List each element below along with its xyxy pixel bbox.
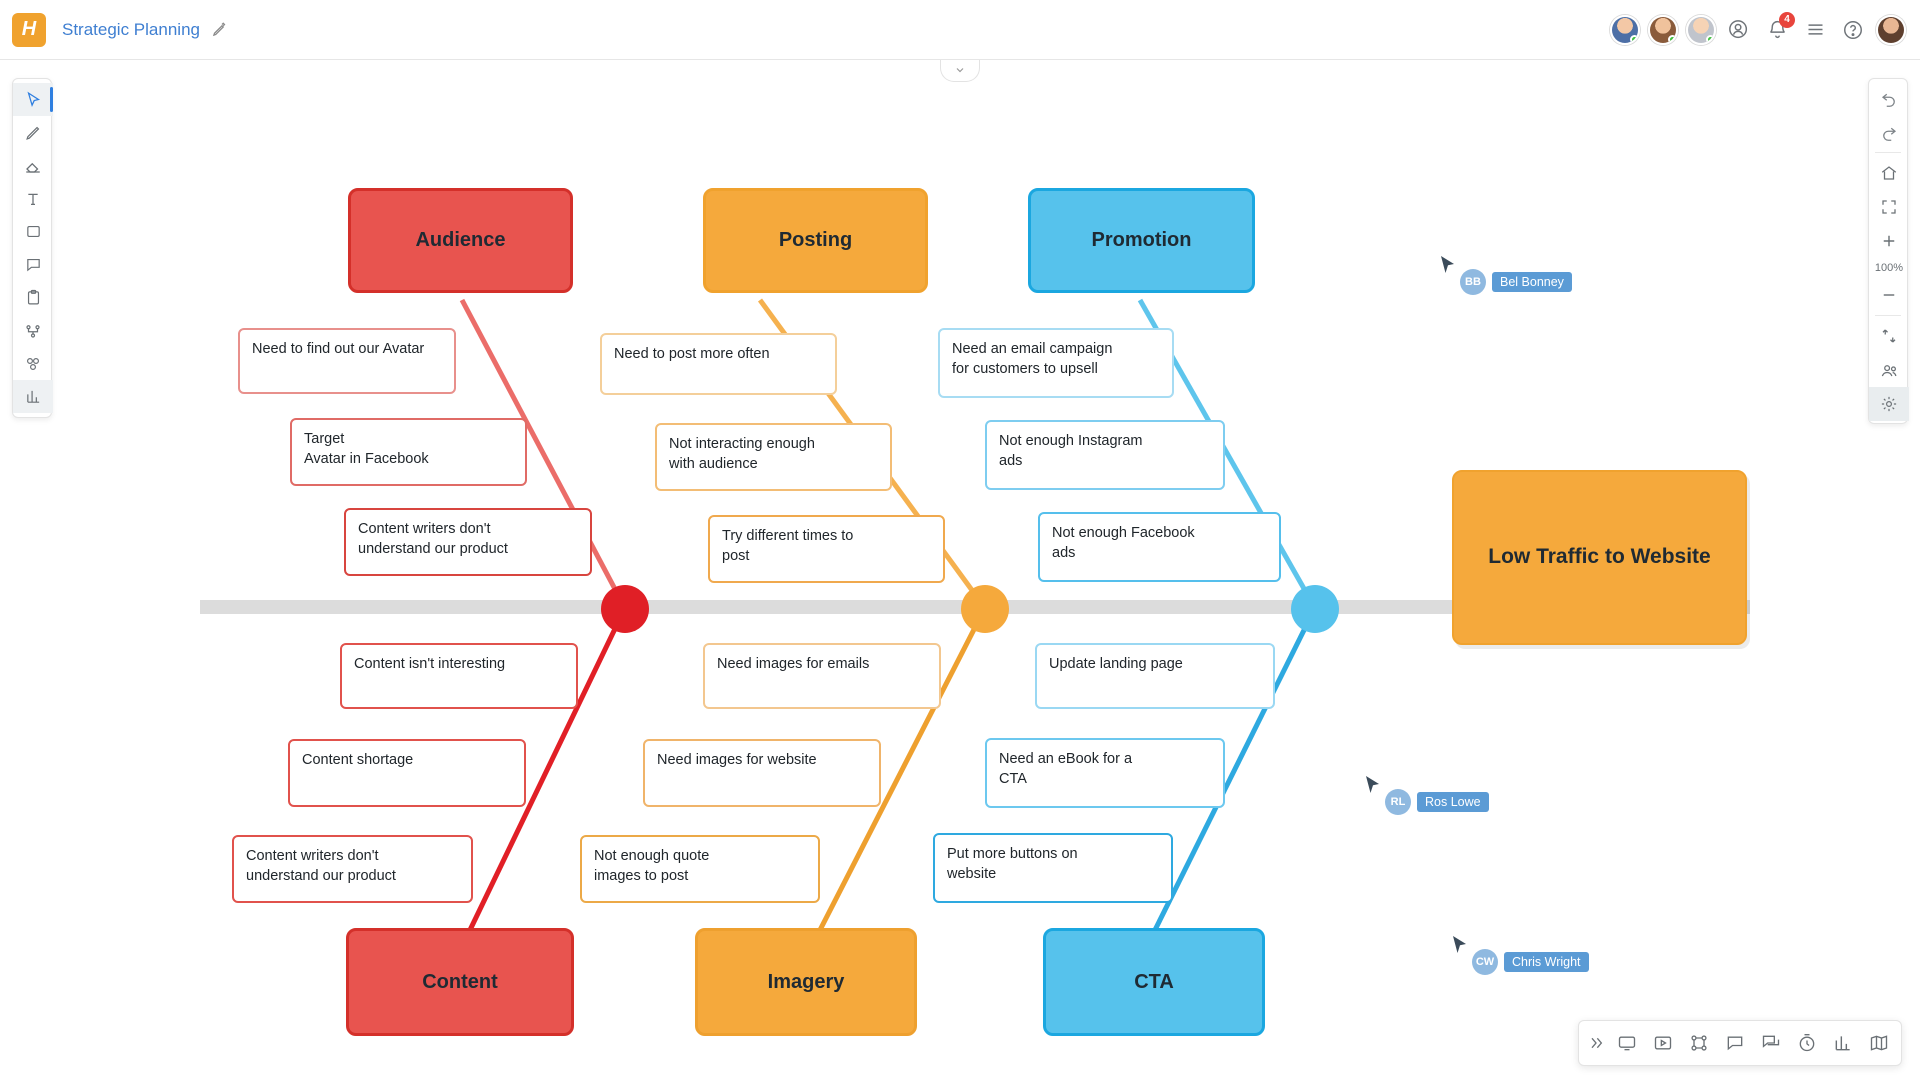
chat-icon[interactable] (1719, 1027, 1751, 1059)
cause-card[interactable]: Content writers don't understand our product (344, 508, 592, 576)
clipboard-tool[interactable] (13, 281, 53, 314)
chart-tool[interactable] (13, 380, 53, 413)
cause-card[interactable]: Update landing page (1035, 643, 1275, 709)
connector-tool[interactable] (13, 314, 53, 347)
cause-card[interactable]: Content shortage (288, 739, 526, 807)
zoom-level: 100% (1874, 262, 1904, 274)
people-icon[interactable] (1869, 353, 1909, 387)
pencil-icon[interactable] (212, 22, 227, 37)
cause-card[interactable]: Not enough quote images to post (580, 835, 820, 903)
video-icon[interactable] (1647, 1027, 1679, 1059)
cursor-pointer-icon (1452, 935, 1468, 955)
template-tool[interactable] (13, 347, 53, 380)
shape-tool[interactable] (13, 215, 53, 248)
zoom-in-icon[interactable] (1869, 224, 1909, 258)
help-icon[interactable] (1838, 15, 1868, 45)
avatar[interactable] (1610, 15, 1640, 45)
cause-card[interactable]: Not enough Facebook ads (1038, 512, 1281, 582)
home-icon[interactable] (1869, 156, 1909, 190)
text-tool[interactable] (13, 182, 53, 215)
cursor-initials: BB (1460, 269, 1486, 295)
map-icon[interactable] (1863, 1027, 1895, 1059)
cause-card[interactable]: Need an email campaign for customers to upsell (938, 328, 1174, 398)
cursor-initials: CW (1472, 949, 1498, 975)
cause-card[interactable]: Need to find out our Avatar (238, 328, 456, 394)
notification-badge: 4 (1779, 12, 1795, 28)
cursor-name: Chris Wright (1504, 952, 1589, 972)
cause-card[interactable]: Need to post more often (600, 333, 837, 395)
avatar[interactable] (1648, 15, 1678, 45)
cause-card[interactable]: Put more buttons on website (933, 833, 1173, 903)
document-title[interactable]: Strategic Planning (62, 19, 200, 39)
category-node-promotion[interactable] (1028, 188, 1255, 293)
cause-card[interactable]: Not interacting enough with audience (655, 423, 892, 491)
comments-icon[interactable] (1755, 1027, 1787, 1059)
category-node-cta[interactable] (1043, 928, 1265, 1036)
pen-tool[interactable] (13, 116, 53, 149)
cursor-pointer-icon (1440, 255, 1456, 275)
list-icon[interactable] (1800, 15, 1830, 45)
current-user-avatar[interactable] (1876, 15, 1906, 45)
category-node-content[interactable] (346, 928, 574, 1036)
export-icon[interactable] (1869, 319, 1909, 353)
cursor-initials: RL (1385, 789, 1411, 815)
cursor-name: Bel Bonney (1492, 272, 1572, 292)
top-bar (0, 0, 1920, 60)
collaborator-cursor (1452, 935, 1589, 975)
cause-card[interactable]: Need images for emails (703, 643, 941, 709)
effect-label: Low Traffic to Website (1488, 545, 1711, 569)
notifications-icon[interactable] (1762, 15, 1792, 45)
category-label: Imagery (767, 970, 845, 993)
cause-card[interactable]: Target Avatar in Facebook (290, 418, 527, 486)
effect-node[interactable] (1452, 470, 1747, 645)
cursor-name: Ros Lowe (1417, 792, 1489, 812)
avatar[interactable] (1686, 15, 1716, 45)
cursor-pointer-icon (1365, 775, 1381, 795)
collaborator-cursor (1440, 255, 1572, 295)
cause-card[interactable]: Content isn't interesting (340, 643, 578, 709)
category-label: Posting (778, 229, 853, 251)
cause-card[interactable]: Try different times to post (708, 515, 945, 583)
cause-card[interactable]: Need images for website (643, 739, 881, 807)
category-label: Content (422, 970, 498, 993)
redo-icon[interactable] (1869, 115, 1909, 149)
cause-card[interactable]: Content writers don't understand our product (232, 835, 473, 903)
fit-screen-icon[interactable] (1869, 190, 1909, 224)
undo-icon[interactable] (1869, 81, 1909, 115)
category-node-audience[interactable] (348, 188, 573, 293)
bottom-toolbar (1578, 1020, 1902, 1066)
add-person-icon[interactable] (1724, 15, 1754, 45)
collapse-panel-toggle[interactable] (940, 60, 980, 82)
chart-icon[interactable] (1827, 1027, 1859, 1059)
eraser-tool[interactable] (13, 149, 53, 182)
timer-icon[interactable] (1791, 1027, 1823, 1059)
comment-tool[interactable] (13, 248, 53, 281)
select-tool[interactable] (13, 83, 53, 116)
right-toolbar (1868, 78, 1908, 424)
canvas[interactable] (0, 60, 1920, 1080)
chevrons-right-icon[interactable] (1585, 1035, 1607, 1051)
gear-icon[interactable] (1869, 387, 1909, 421)
category-label: Audience (415, 229, 506, 251)
zoom-out-icon[interactable] (1869, 278, 1909, 312)
collaborator-cursor (1365, 775, 1489, 815)
category-label: CTA (1134, 970, 1174, 993)
category-label: Promotion (1091, 229, 1192, 251)
share-network-icon[interactable] (1683, 1027, 1715, 1059)
cause-card[interactable]: Need an eBook for a CTA (985, 738, 1225, 808)
category-node-imagery[interactable] (695, 928, 917, 1036)
present-icon[interactable] (1611, 1027, 1643, 1059)
top-bar-right (1610, 15, 1906, 45)
cause-card[interactable]: Not enough Instagram ads (985, 420, 1225, 490)
left-toolbar (12, 78, 52, 418)
app-logo[interactable]: H (12, 13, 46, 47)
category-node-posting[interactable] (703, 188, 928, 293)
